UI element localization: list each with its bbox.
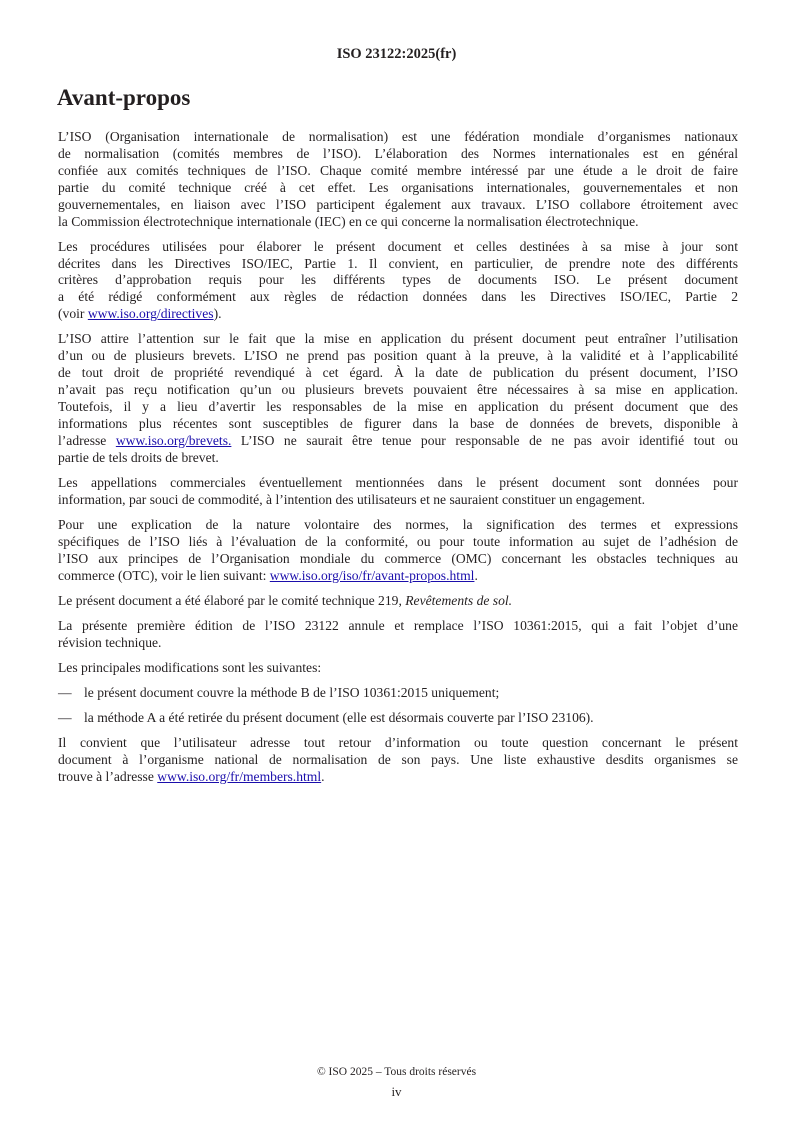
text: trouve à l’adresse (58, 768, 158, 784)
list-item (58, 710, 738, 727)
text: a été rédigé conformément aux règles de rédaction données dans les Directives ISO/IEC, Partie 2 (58, 289, 738, 305)
text-line (58, 289, 738, 306)
paragraph (58, 475, 738, 509)
paragraph (58, 660, 738, 677)
hyperlink[interactable]: www.iso.org/iso/fr/avant-propos.html (269, 567, 475, 583)
text: Toutefois, il y a lieu d’avertir les responsables de la mise en application du présent document que des (58, 398, 738, 414)
paragraph (58, 593, 738, 610)
document-header: ISO 23122:2025(fr) (336, 46, 457, 62)
text: la Commission électrotechnique internationale (IEC) en ce qui concerne la normalisation électrotechnique. (58, 213, 639, 229)
text: information, par souci de commodité, à l’intention des utilisateurs et ne sauraient constituer un engagement. (58, 491, 646, 507)
text: spécifiques de l’ISO liés à l’évaluation de la conformité, ou pour toute information au sujet de l’adhésion de (58, 533, 738, 549)
paragraph (58, 129, 738, 230)
text-line (58, 635, 738, 652)
text: Pour une explication de la nature volontaire des normes, la signification des termes et expressions (58, 516, 738, 532)
text-line (58, 534, 738, 551)
text: le présent document couvre la méthode B de l’ISO 10361:2015 uniquement; (84, 684, 500, 700)
text: L’ISO attire l’attention sur le fait que la mise en application du présent document peut entraîner l’utilisation (58, 331, 738, 347)
text: informations plus récentes sont susceptibles de figurer dans la base de données de brevets, disponible à (58, 415, 738, 431)
text: l’adresse (58, 432, 116, 448)
text-line (58, 769, 738, 786)
text-line (58, 551, 738, 568)
text-line (58, 399, 738, 416)
hyperlink[interactable]: www.iso.org/brevets. (115, 432, 232, 448)
hyperlink[interactable]: www.iso.org/directives (87, 306, 214, 322)
text: ). (213, 306, 222, 322)
text: n’avait pas reçu notification qu’un ou plusieurs brevets pouvaient être nécessaires à sa mise en application. (58, 382, 738, 398)
list-item (58, 685, 738, 702)
text-line (58, 416, 738, 433)
text-line (58, 129, 738, 146)
paragraph (58, 735, 738, 786)
text: de normalisation (comités membres de l’ISO). L’élaboration des Normes internationales est en général (58, 145, 738, 161)
text-line (58, 735, 738, 752)
text-line (58, 365, 738, 382)
text-line (58, 306, 738, 323)
text: la méthode A a été retirée du présent document (elle est désormais couverte par l’ISO 23106). (84, 709, 594, 725)
text: Il convient que l’utilisateur adresse tout retour d’information ou toute question concernant le présent (58, 734, 738, 750)
text: révision technique. (58, 634, 162, 650)
text-line (58, 568, 738, 585)
text: . (474, 567, 478, 583)
paragraph (58, 239, 738, 324)
text-line (58, 256, 738, 273)
text: L’ISO ne saurait être tenue pour responsable de ne pas avoir identifié tout ou (231, 432, 738, 448)
text-line (58, 197, 738, 214)
text: partie du comité technique créé à cet effet. Les organisations internationales, gouvernementales et non (58, 179, 738, 195)
text-line (84, 685, 738, 702)
text: l’ISO aux principes de l’Organisation mondiale du commerce (OMC) concernant les obstacles techniques au (58, 550, 738, 566)
text-line (58, 475, 738, 492)
text: décrites dans les Directives ISO/IEC, Partie 1. Il convient, en particulier, de prendre note des différents (58, 255, 738, 271)
text-line (58, 348, 738, 365)
paragraph (58, 517, 738, 585)
text: Les principales modifications sont les suivantes: (58, 659, 322, 675)
text: d’un ou de plusieurs brevets. L’ISO ne prend pas position quant à la preuve, à la validité et à l’applicabilité (58, 348, 738, 364)
text-line (58, 214, 738, 231)
text-line (58, 239, 738, 256)
italic-text: Revêtements de sol. (405, 592, 513, 608)
hyperlink[interactable]: www.iso.org/fr/members.html (157, 768, 322, 784)
text-line (58, 492, 738, 509)
text: L’ISO (Organisation internationale de normalisation) est une fédération mondiale d’organismes nationaux (58, 129, 738, 144)
text-line (58, 618, 738, 635)
text-line (58, 331, 738, 348)
page-number: iv (391, 1084, 402, 1099)
text-line (58, 272, 738, 289)
list-dash: — (58, 684, 72, 700)
text: commerce (OTC), voir le lien suivant: (58, 567, 270, 583)
section-title: Avant-propos (57, 85, 191, 110)
list-dash: — (58, 709, 72, 725)
text: . (321, 768, 325, 784)
text-line (58, 752, 738, 769)
text-line (58, 517, 738, 534)
copyright-footer: © ISO 2025 – Tous droits réservés (316, 1066, 477, 1078)
text-line (58, 146, 738, 163)
text: de tout droit de propriété revendiqué à cet égard. À la date de publication du présent document, l’ISO (58, 365, 738, 381)
text: confiée aux comités techniques de l’ISO. Chaque comité membre intéressé par une étude a le droit de faire (58, 162, 738, 178)
text-line (58, 593, 738, 610)
text: Le présent document a été élaboré par le comité technique 219, (58, 592, 406, 608)
text-line (58, 382, 738, 399)
text: (voir (58, 306, 88, 322)
text-line (84, 710, 738, 727)
document-body (58, 129, 738, 794)
text: partie de tels droits de brevet. (58, 449, 219, 465)
text-line (58, 450, 738, 467)
text-line (58, 163, 738, 180)
text: Les appellations commerciales éventuellement mentionnées dans le présent document sont données pour (58, 474, 738, 490)
text-line (58, 433, 738, 450)
paragraph (58, 618, 738, 652)
text: critères d’approbation requis pour les différents types de documents ISO. Le présent document (58, 272, 738, 288)
text: gouvernementales, en liaison avec l’ISO participent également aux travaux. L’ISO collabore étroitement avec (58, 196, 738, 212)
text: Les procédures utilisées pour élaborer le présent document et celles destinées à sa mise à jour sont (58, 238, 738, 254)
paragraph (58, 331, 738, 466)
text: La présente première édition de l’ISO 23122 annule et remplace l’ISO 10361:2015, qui a fait l’objet d’une (58, 617, 738, 633)
text-line (58, 660, 738, 677)
text-line (58, 180, 738, 197)
text: document à l’organisme national de normalisation de son pays. Une liste exhaustive desdits organismes se (58, 751, 738, 767)
